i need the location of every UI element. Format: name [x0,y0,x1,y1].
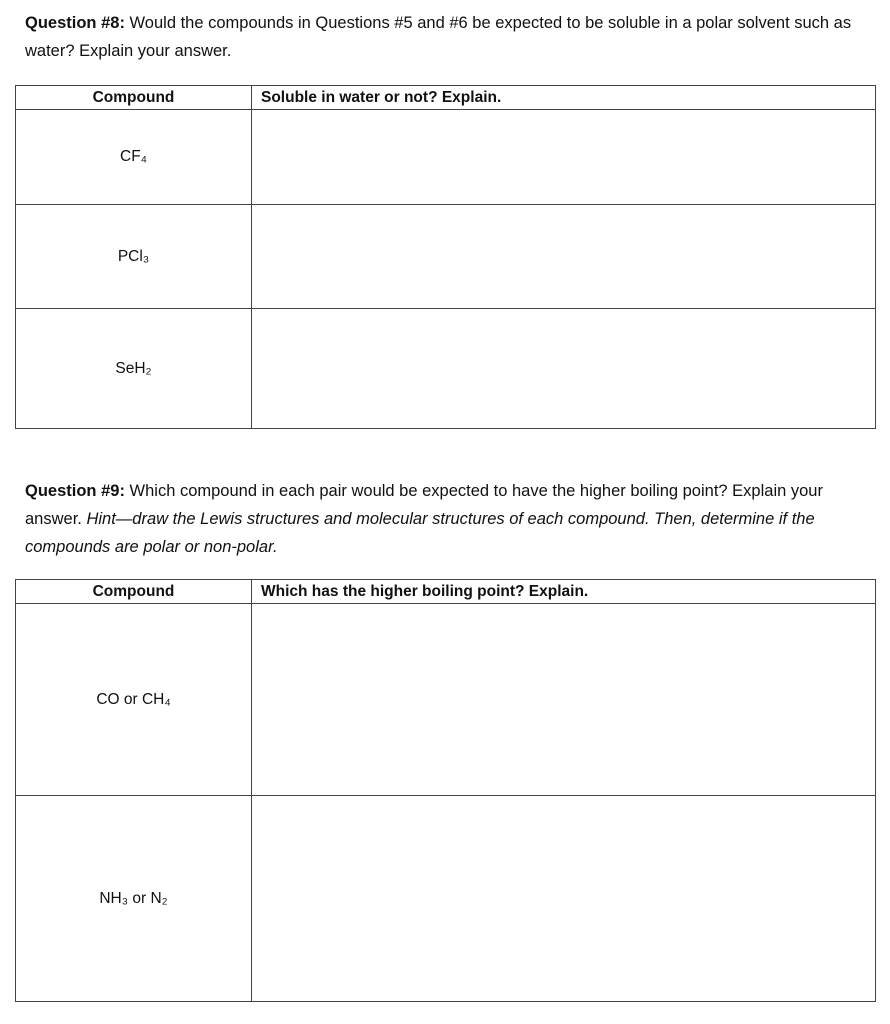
question-8-text: Would the compounds in Questions #5 and #6 be expected to be soluble in a polar solvent such as water? Explain your answer. [25,14,852,60]
table-row [16,309,876,429]
compound-cf4: CF₄ [120,148,147,165]
boiling-point-column-header: Which has the higher boiling point? Explain. [252,580,876,604]
compound-column-header: Compound [16,580,252,604]
answer-cell[interactable] [252,205,876,309]
solubility-table [15,85,876,429]
compound-cell [16,110,252,205]
boiling-point-table [15,579,876,1002]
table-row [16,205,876,309]
compound-pair-co-ch4: CO or CH₄ [96,690,171,708]
compound-pair-nh3-n2: NH₃ or N₂ [99,889,168,907]
compound-cell [16,796,252,1002]
compound-seh2: SeH₂ [115,359,152,377]
table-row [16,796,876,1002]
answer-cell[interactable] [252,604,876,796]
question-8 [25,9,870,65]
compound-cell [16,309,252,429]
question-9-text: Which compound in each pair would be expected to have the higher boiling point? Explain your answer. [25,482,823,528]
compound-cell [16,205,252,309]
answer-cell[interactable] [252,309,876,429]
compound-pcl3: PCl₃ [117,247,150,265]
compound-column-header: Compound [16,86,252,110]
question-8-label: Question #8: [25,14,125,32]
boiling-point-table-header [16,580,876,604]
question-9-label: Question #9: [25,482,125,500]
compound-cell [16,604,252,796]
answer-cell[interactable] [252,796,876,1002]
question-9 [25,477,870,561]
answer-cell[interactable] [252,110,876,205]
question-9-hint: Hint—draw the Lewis structures and molecular structures of each compound. Then, determine if the compounds are polar or non-polar. [25,510,815,556]
solubility-column-header: Soluble in water or not? Explain. [252,86,876,110]
table-row [16,604,876,796]
solubility-table-header [16,86,876,110]
table-row [16,110,876,205]
